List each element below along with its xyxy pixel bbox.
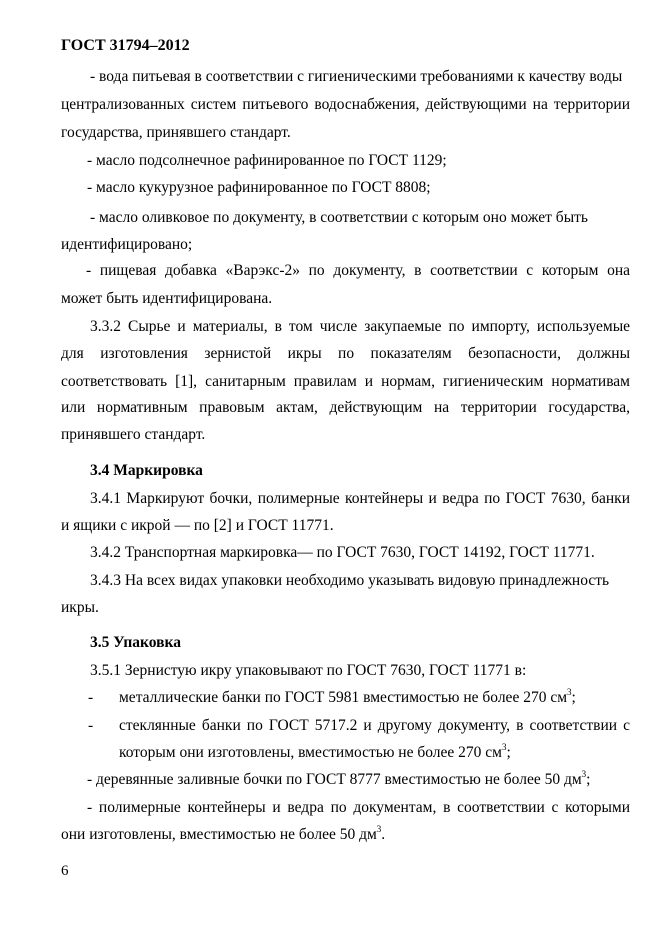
paragraph-line: 3.4.1 Маркируют бочки, полимерные контейнеры и ведра по ГОСТ 7630, банки [90, 490, 630, 507]
paragraph-line: икры. [61, 599, 99, 616]
superscript: 3 [567, 687, 572, 697]
paragraph-line: централизованных систем питьевого водоснабжения, действующими на территории [61, 96, 630, 113]
list-item: - масло кукурузное рафинированное по ГОСТ 8808; [87, 179, 431, 196]
paragraph-line: или нормативным правовым актам, действующим на территории государства, [61, 399, 630, 416]
paragraph-line: - вода питьевая в соответствии с гигиеническими требованиями к качеству воды [90, 68, 623, 85]
paragraph-line: 3.4.3 На всех видах упаковки необходимо указывать видовую принадлежность [90, 572, 610, 589]
list-item [87, 770, 590, 790]
list-item: - масло подсолнечное рафинированное по ГОСТ 1129; [87, 152, 447, 169]
paragraph-line: соответствовать [1], санитарным правилам и нормам, гигиеническим нормативам [61, 373, 630, 390]
paragraph-line: для изготовления зернистой икры по показателям безопасности, должны [61, 345, 630, 362]
superscript: 3 [501, 742, 507, 752]
punctuation: . [381, 826, 386, 843]
paragraph-line: государства, принявшего стандарт. [61, 124, 291, 141]
list-dash: - [88, 689, 94, 706]
section-heading: 3.4 Маркировка [90, 462, 203, 479]
punctuation: ; [586, 771, 591, 788]
list-item-text: - деревянные заливные бочки по ГОСТ 8777 вместимостью не более 50 дм [87, 771, 582, 788]
paragraph-line: 3.4.2 Транспортная маркировка— по ГОСТ 7630, ГОСТ 14192, ГОСТ 11771. [90, 544, 595, 561]
paragraph-line: принявшего стандарт. [61, 426, 206, 443]
section-heading: 3.5 Упаковка [90, 634, 181, 651]
list-item: - полимерные контейнеры и ведра по документам, в соответствии с которыми [87, 799, 630, 816]
list-item [119, 688, 576, 708]
paragraph-line: может быть идентифицирована. [61, 290, 273, 307]
list-item: - масло оливковое по документу, в соответствии с которым оно может быть [90, 209, 588, 226]
list-item: стеклянные банки по ГОСТ 5717.2 и другому документу, в соответствии с [119, 717, 630, 734]
list-item-text: которым они изготовлены, вместимостью не более 270 см [119, 744, 502, 761]
superscript: 3 [581, 769, 587, 779]
list-dash: - [88, 717, 94, 734]
page-header: ГОСТ 31794–2012 [61, 37, 190, 54]
paragraph-line: 3.5.1 Зернистую икру упаковывают по ГОСТ 7630, ГОСТ 11771 в: [90, 662, 527, 679]
paragraph-line: 3.3.2 Сырье и материалы, в том числе закупаемые по импорту, используемые [90, 318, 630, 335]
list-item-text: они изготовлены, вместимостью не более 50 дм [61, 826, 377, 843]
paragraph-line [61, 825, 385, 845]
superscript: 3 [376, 824, 382, 834]
paragraph-line: идентифицировано; [61, 236, 193, 253]
punctuation: ; [571, 689, 576, 706]
paragraph-line: и ящики с икрой — по [2] и ГОСТ 11771. [61, 517, 334, 534]
list-item: - пищевая добавка «Варэкс-2» по документу, в соответствии с которым она [86, 262, 630, 279]
punctuation: ; [506, 744, 511, 761]
page-number: 6 [61, 863, 69, 879]
list-item [119, 743, 511, 763]
list-item-text: металлические банки по ГОСТ 5981 вместимостью не более 270 см [119, 689, 568, 706]
